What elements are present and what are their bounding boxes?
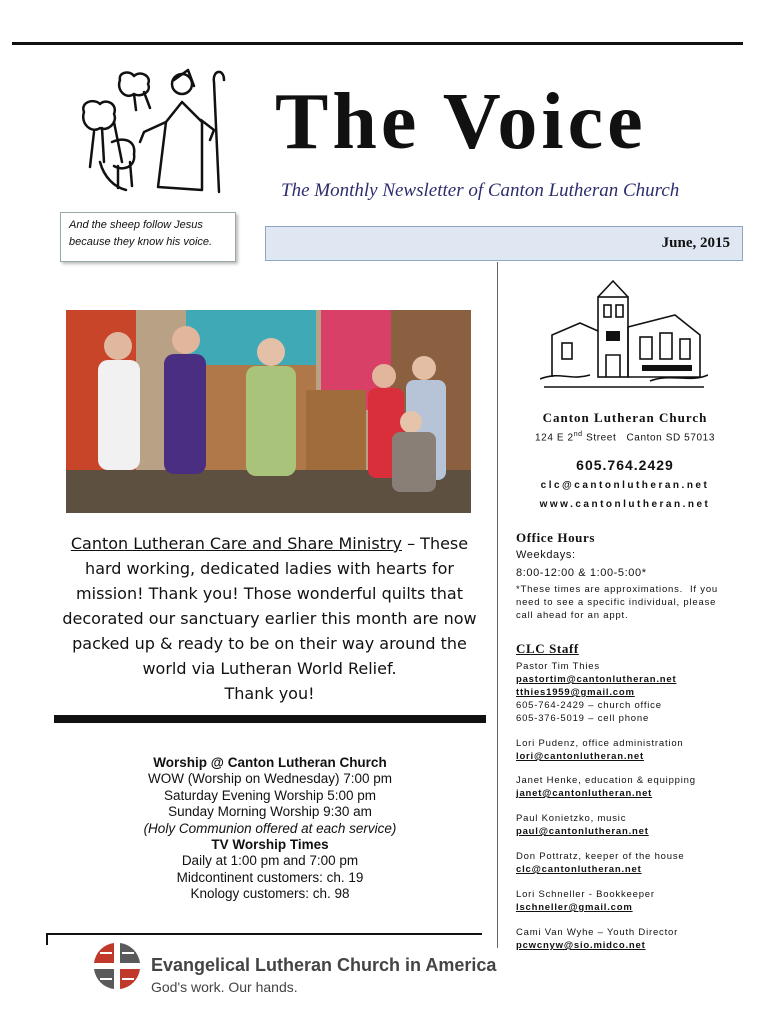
staff-member — [516, 812, 649, 838]
pastor-name: Pastor Tim Thies — [516, 661, 600, 672]
worship-line: WOW (Worship on Wednesday) 7:00 pm — [147, 771, 393, 787]
address-city: Street Canton SD 57013 — [582, 432, 715, 444]
elca-tagline: God's work. Our hands. — [151, 979, 298, 995]
pastor-phone-2: 605-376-5019 – cell phone — [516, 713, 650, 724]
staff-email[interactable]: janet@cantonlutheran.net — [516, 788, 653, 799]
church-address — [515, 431, 735, 443]
staff-role: Don Pottratz, keeper of the house — [516, 851, 685, 862]
elca-cross-logo — [92, 941, 142, 991]
worship-line: (Holy Communion offered at each service) — [143, 820, 397, 836]
pastor-email-2[interactable]: tthies1959@gmail.com — [516, 687, 635, 698]
church-drawing — [540, 275, 708, 393]
office-hours-note-2: need to see a specific individual, please — [516, 597, 717, 608]
tv-line: Daily at 1:00 pm and 7:00 pm — [181, 853, 359, 869]
pastor-phone-1: 605-764-2429 – church office — [516, 700, 662, 711]
worship-schedule — [110, 755, 430, 903]
address-ordinal: nd — [573, 431, 583, 438]
staff-member — [516, 888, 655, 914]
newsletter-subtitle: The Monthly Newsletter of Canton Lutheran Church — [281, 180, 680, 201]
newsletter-title: The Voice — [275, 78, 647, 166]
caption-line-1: And the sheep follow Jesus — [69, 219, 203, 231]
footer-rule-tick — [46, 933, 48, 945]
staff-member — [516, 737, 684, 763]
elca-name: Evangelical Lutheran Church in America — [151, 955, 497, 975]
column-divider — [497, 262, 498, 948]
tv-line: Midcontinent customers: ch. 19 — [176, 869, 364, 885]
footer-rule — [46, 933, 482, 935]
caption-line-2: because they know his voice. — [69, 236, 213, 248]
story-lead: Canton Lutheran Care and Share Ministry — [70, 534, 402, 553]
office-hours-note-1: *These times are approximations. If you — [516, 584, 719, 595]
church-phone: 605.764.2429 — [576, 457, 674, 473]
office-hours-times: 8:00-12:00 & 1:00-5:00* — [516, 567, 647, 579]
church-website[interactable]: www.cantonlutheran.net — [539, 499, 711, 510]
staff-email[interactable]: clc@cantonlutheran.net — [516, 864, 642, 875]
staff-role: Janet Henke, education & equipping — [516, 775, 696, 786]
office-hours-days: Weekdays: — [516, 549, 576, 561]
issue-date: June, 2015 — [265, 226, 743, 261]
staff-email[interactable]: paul@cantonlutheran.net — [516, 826, 649, 837]
section-divider — [54, 715, 486, 723]
church-email[interactable]: clc@cantonlutheran.net — [540, 480, 710, 491]
staff-pastor — [516, 660, 741, 725]
staff-role: Lori Schneller - Bookkeeper — [516, 889, 655, 900]
staff-member — [516, 926, 678, 952]
office-hours-note-3: call ahead for an appt. — [516, 610, 629, 621]
staff-role: Paul Konietzko, music — [516, 813, 627, 824]
illustration-caption — [60, 212, 236, 262]
staff-member — [516, 774, 696, 800]
address-line: 124 E 2 — [535, 432, 574, 444]
shepherd-illustration — [74, 62, 229, 202]
care-share-story — [52, 531, 487, 706]
volunteers-photo — [66, 310, 471, 513]
staff-email[interactable]: lori@cantonlutheran.net — [516, 751, 644, 762]
church-name: Canton Lutheran Church — [542, 410, 708, 425]
staff-heading: CLC Staff — [516, 641, 579, 656]
tv-worship-heading: TV Worship Times — [211, 837, 329, 853]
staff-email[interactable]: lschneller@gmail.com — [516, 902, 633, 913]
worship-line: Saturday Evening Worship 5:00 pm — [163, 787, 377, 803]
top-rule — [12, 42, 743, 45]
staff-email[interactable]: pcwcnyw@sio.midco.net — [516, 940, 646, 951]
staff-member — [516, 850, 684, 876]
tv-line: Knology customers: ch. 98 — [190, 886, 350, 902]
worship-heading: Worship @ Canton Lutheran Church — [153, 755, 387, 770]
pastor-email-1[interactable]: pastortim@cantonlutheran.net — [516, 674, 677, 685]
story-thanks: Thank you! — [224, 684, 315, 703]
office-hours-heading: Office Hours — [516, 530, 596, 545]
office-hours-note — [516, 583, 736, 622]
worship-line: Sunday Morning Worship 9:30 am — [168, 804, 372, 820]
staff-role: Lori Pudenz, office administration — [516, 738, 684, 749]
staff-role: Cami Van Wyhe – Youth Director — [516, 927, 679, 938]
story-text: – These hard working, dedicated ladies with hearts for mission! Thank you! Those wonderful quilts that decorated our sanctuary earlier this month are now packed up & ready to be on their way around the world via Lutheran World Relief. — [62, 534, 477, 678]
